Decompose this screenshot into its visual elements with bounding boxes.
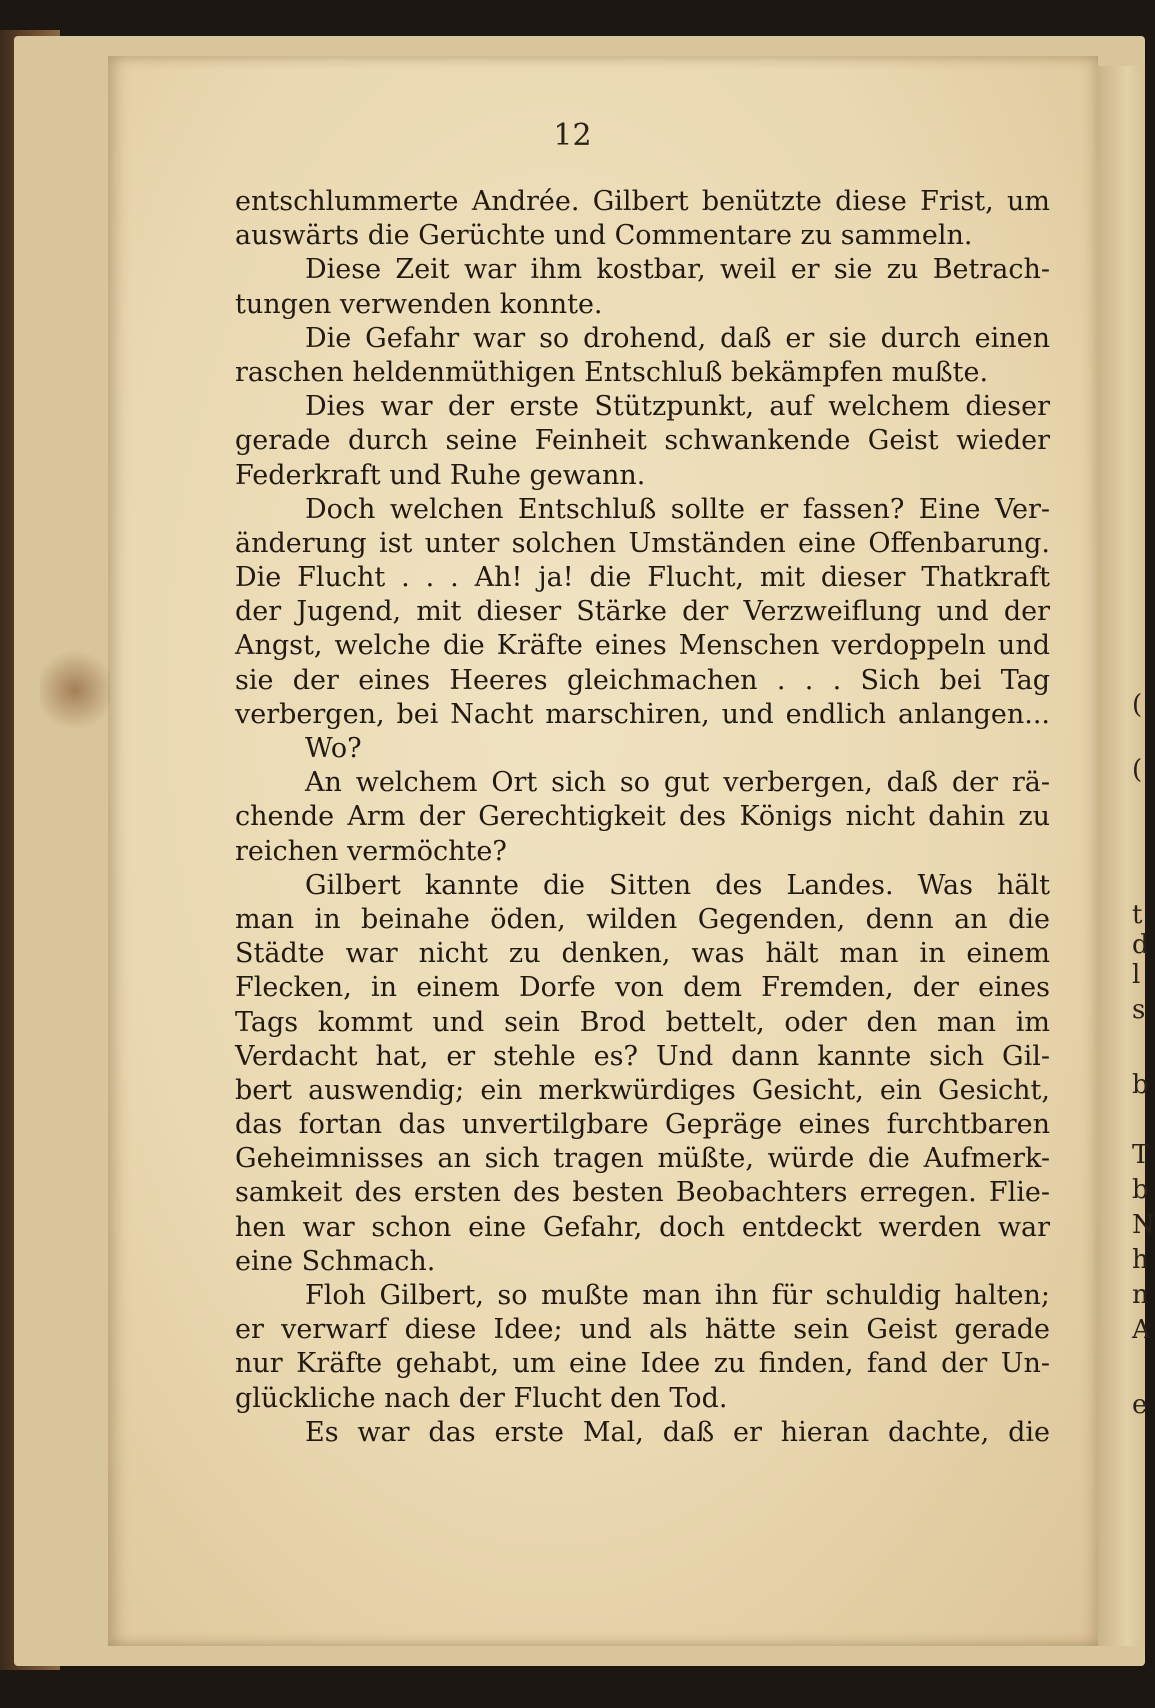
text-line: der Jugend, mit dieser Stärke der Verzweiflung und der [235,596,1050,628]
text-line: Städte war nicht zu denken, was hält man in einem [235,938,1050,970]
page-text [235,185,1050,1450]
text-line: das fortan das unvertilgbare Gepräge eines furchtbaren [235,1109,1050,1141]
next-page-fragment: t [1132,900,1143,930]
text-line: Gilbert kannte die Sitten des Landes. Was hält [305,869,1050,901]
text-line: Geheimnisses an sich tragen müßte, würde die Aufmerk- [235,1143,1050,1175]
text-line: Dies war der erste Stützpunkt, auf welchem dieser [305,391,1050,423]
text-line: Angst, welche die Kräfte eines Menschen verdoppeln und [235,630,1050,662]
text-line: verbergen, bei Nacht marschiren, und endlich anlangen... [235,698,1050,730]
text-line: auswärts die Gerüchte und Commentare zu sammeln. [235,220,973,252]
text-line: nur Kräfte gehabt, um eine Idee zu finden, fand der Un- [235,1348,1050,1380]
next-page-fragment: n [1132,1280,1149,1310]
next-page-fragment: d [1132,930,1149,960]
text-line: er verwarf diese Idee; und als hätte sein Geist gerade [235,1314,1050,1346]
text-line: Flecken, in einem Dorfe von dem Fremden, der eines [235,972,1050,1004]
next-page-fragment: T [1132,1140,1150,1170]
text-line: Floh Gilbert, so mußte man ihn für schuldig halten; [305,1280,1050,1311]
text-line: Es war das erste Mal, daß er hieran dachte, die [305,1416,1050,1448]
text-line: Diese Zeit war ihm kostbar, weil er sie zu Betrach- [305,254,1050,286]
text-line: samkeit des ersten des besten Beobachters erregen. Flie- [235,1177,1050,1209]
text-line: Die Gefahr war so drohend, daß er sie durch einen [305,322,1050,354]
next-page-fragment: ( [1132,755,1143,785]
text-line: Verdacht hat, er stehle es? Und dann kannte sich Gil- [235,1040,1050,1072]
page-stain [40,645,110,735]
next-page-fragment: A [1132,1315,1151,1345]
text-line: man in beinahe öden, wilden Gegenden, denn an die [235,903,1050,935]
text-line: reichen vermöchte? [235,835,507,867]
text-line: raschen heldenmüthigen Entschluß bekämpfen mußte. [235,356,989,388]
next-page-fragment: l [1132,960,1141,990]
text-line: Doch welchen Entschluß sollte er fassen? Eine Ver- [305,493,1050,525]
page-number: 12 [553,118,592,153]
text-line: bert auswendig; ein merkwürdiges Gesicht, ein Gesicht, [235,1074,1050,1106]
text-line: Wo? [305,733,362,764]
text-line: eine Schmach. [235,1245,436,1277]
text-line: Federkraft und Ruhe gewann. [235,459,646,491]
text-line: glückliche nach der Flucht den Tod. [235,1382,728,1414]
next-page-edge [1098,66,1155,1646]
next-page-fragment: h [1132,1245,1149,1275]
text-line: gerade durch seine Feinheit schwankende Geist wieder [235,425,1050,457]
text-line: änderung ist unter solchen Umständen eine Offenbarung. [235,527,1050,559]
next-page-fragment: b [1132,1175,1149,1205]
text-line: An welchem Ort sich so gut verbergen, daß der rä- [305,767,1050,799]
next-page-fragment: e [1132,1390,1148,1420]
text-line: entschlummerte Andrée. Gilbert benützte diese Frist, um [235,186,1050,217]
next-page-fragment: N [1132,1210,1155,1240]
text-line: sie der eines Heeres gleichmachen . . . Sich bei Tag [235,664,1050,696]
text-line: chende Arm der Gerechtigkeit des Königs nicht dahin zu [235,801,1050,833]
text-line: hen war schon eine Gefahr, doch entdeckt werden war [235,1211,1050,1243]
text-line: Tags kommt und sein Brod bettelt, oder den man im [235,1006,1050,1038]
text-line: tungen verwenden konnte. [235,288,603,320]
next-page-fragment: s [1132,995,1146,1025]
next-page-fragment: b [1132,1070,1149,1100]
text-line: Die Flucht . . . Ah! ja! die Flucht, mit dieser Thatkraft [235,562,1050,594]
next-page-fragment: ( [1132,690,1143,720]
